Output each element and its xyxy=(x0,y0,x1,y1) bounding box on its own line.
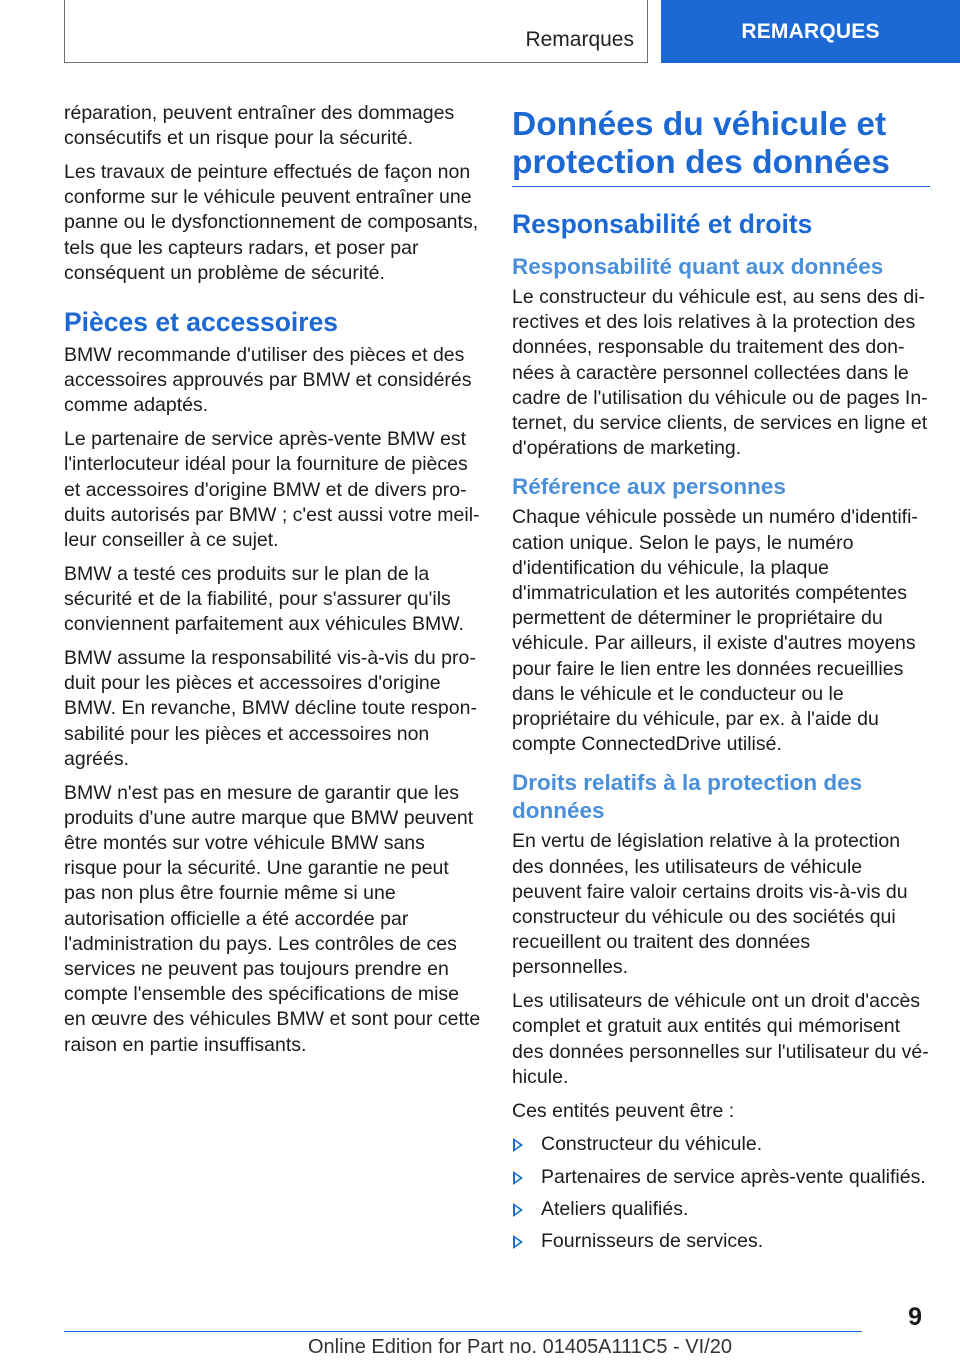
list-item-text: Partenaires de service après-vente qualifiés. xyxy=(541,1165,926,1188)
paragraph: Le partenaire de service après-vente BMW est l'interlocuteur idéal pour la fourniture de pièces et accessoires d'origine BMW et de divers produits autorisés par BMW ; c'est aussi votre meilleur conseiller à ce sujet. xyxy=(64,428,480,552)
list-item xyxy=(512,1132,930,1157)
subsection-heading-data-protection-rights: Droits relatifs à la protection des données xyxy=(512,770,863,824)
header-chapter-tab[interactable]: REMARQUES xyxy=(661,0,960,63)
chapter-title: Données du véhicule et protection des données xyxy=(512,106,930,187)
subsection-heading-person-reference: Référence aux personnes xyxy=(512,474,786,500)
paragraph: Les travaux de peinture effectués de façon non conforme sur le véhicule peuvent entraîner une panne ou le dysfonctionnement de composants, tels que les capteurs radars, et poser par conséquent un problème de sécurité. xyxy=(64,161,479,284)
triangle-bullet-icon xyxy=(513,1171,523,1185)
paragraph: BMW recommande d'utiliser des pièces et des accessoires approuvés par BMW et considérés comme adaptés. xyxy=(64,344,472,417)
triangle-bullet-icon xyxy=(513,1235,523,1249)
subsection-heading-data-responsibility: Responsabilité quant aux données xyxy=(512,254,884,279)
paragraph: Chaque véhicule possède un numéro d'identification unique. Selon le pays, le numéro d'identification du véhicule, la plaque d'immatriculation et les autorités compétentes permettent de déterminer le propriétaire du véhicule. Par ailleurs, il existe d'autres moyens pour faire le lien entre les données recueillies dans le véhicule et le conducteur ou le propriétaire du véhicule, par ex. à l'aide du compte ConnectedDrive utilisé. xyxy=(512,506,918,756)
header-section-label: Remarques xyxy=(525,28,634,51)
paragraph: BMW n'est pas en mesure de garantir que les produits d'une autre marque que BMW peuvent être montés sur votre véhicule BMW sans risque pour la sécurité. Une garantie ne peut pas non plus être fournie même si une autorisation officielle a été accordée par l'administration du pays. Les contrôles de ces services ne peuvent pas toujours prendre en compte l'ensemble des spécifications de mise en œuvre des véhicules BMW et sont pour cette raison en partie insuffisants. xyxy=(64,781,481,1056)
section-heading-responsibility-rights: Responsabilité et droits xyxy=(512,209,813,239)
right-column xyxy=(512,101,930,1261)
list-item xyxy=(512,1229,930,1254)
paragraph: BMW assume la responsabilité vis-à-vis du produit pour les pièces et accessoires d'origine BMW. En revanche, BMW décline toute responsabilité pour les pièces et accessoires non agréés. xyxy=(64,647,477,770)
paragraph: En vertu de législation relative à la protection des données, les utilisateurs de véhicule peuvent faire valoir certains droits vis-à-vis du constructeur du véhicule ou des sociétés qui recueillent ou traitent des données personnelles. xyxy=(512,830,908,979)
section-heading-parts-accessories: Pièces et accessoires xyxy=(64,307,339,338)
entity-list xyxy=(512,1132,930,1254)
list-item xyxy=(512,1165,930,1190)
paragraph: réparation, peuvent entraîner des dommages consécutifs et un risque pour la sécurité. xyxy=(64,102,455,150)
triangle-bullet-icon xyxy=(513,1138,523,1152)
paragraph: BMW a testé ces produits sur le plan de la sécurité et de la fiabilité, pour s'assurer qu'ils conviennent parfaitement aux véhicules BMW. xyxy=(64,562,464,636)
list-item xyxy=(512,1197,930,1222)
paragraph: Ces entités peuvent être : xyxy=(512,1099,735,1122)
footer-divider xyxy=(64,1331,862,1332)
list-item-text: Fournisseurs de services. xyxy=(541,1230,764,1253)
list-item-text: Constructeur du véhicule. xyxy=(541,1133,763,1156)
triangle-bullet-icon xyxy=(513,1203,523,1217)
page-number: 9 xyxy=(908,1303,922,1331)
paragraph: Le constructeur du véhicule est, au sens des directives et des lois relatives à la protection des données, responsable du traitement des données à caractère personnel collectées dans le cadre de l'utilisation du véhicule ou de pages Internet, du service clients, de services en ligne et d'opérations de marketing. xyxy=(512,286,928,460)
paragraph: Les utilisateurs de véhicule ont un droit d'accès complet et gratuit aux entités qui mémorisent des données personnelles sur l'utilisateur du véhicule. xyxy=(512,990,929,1088)
list-item-text: Ateliers qualifiés. xyxy=(541,1197,689,1220)
footer-edition-text: Online Edition for Part no. 01405A111C5 - VI/20 xyxy=(308,1336,732,1358)
left-column xyxy=(64,101,481,1066)
